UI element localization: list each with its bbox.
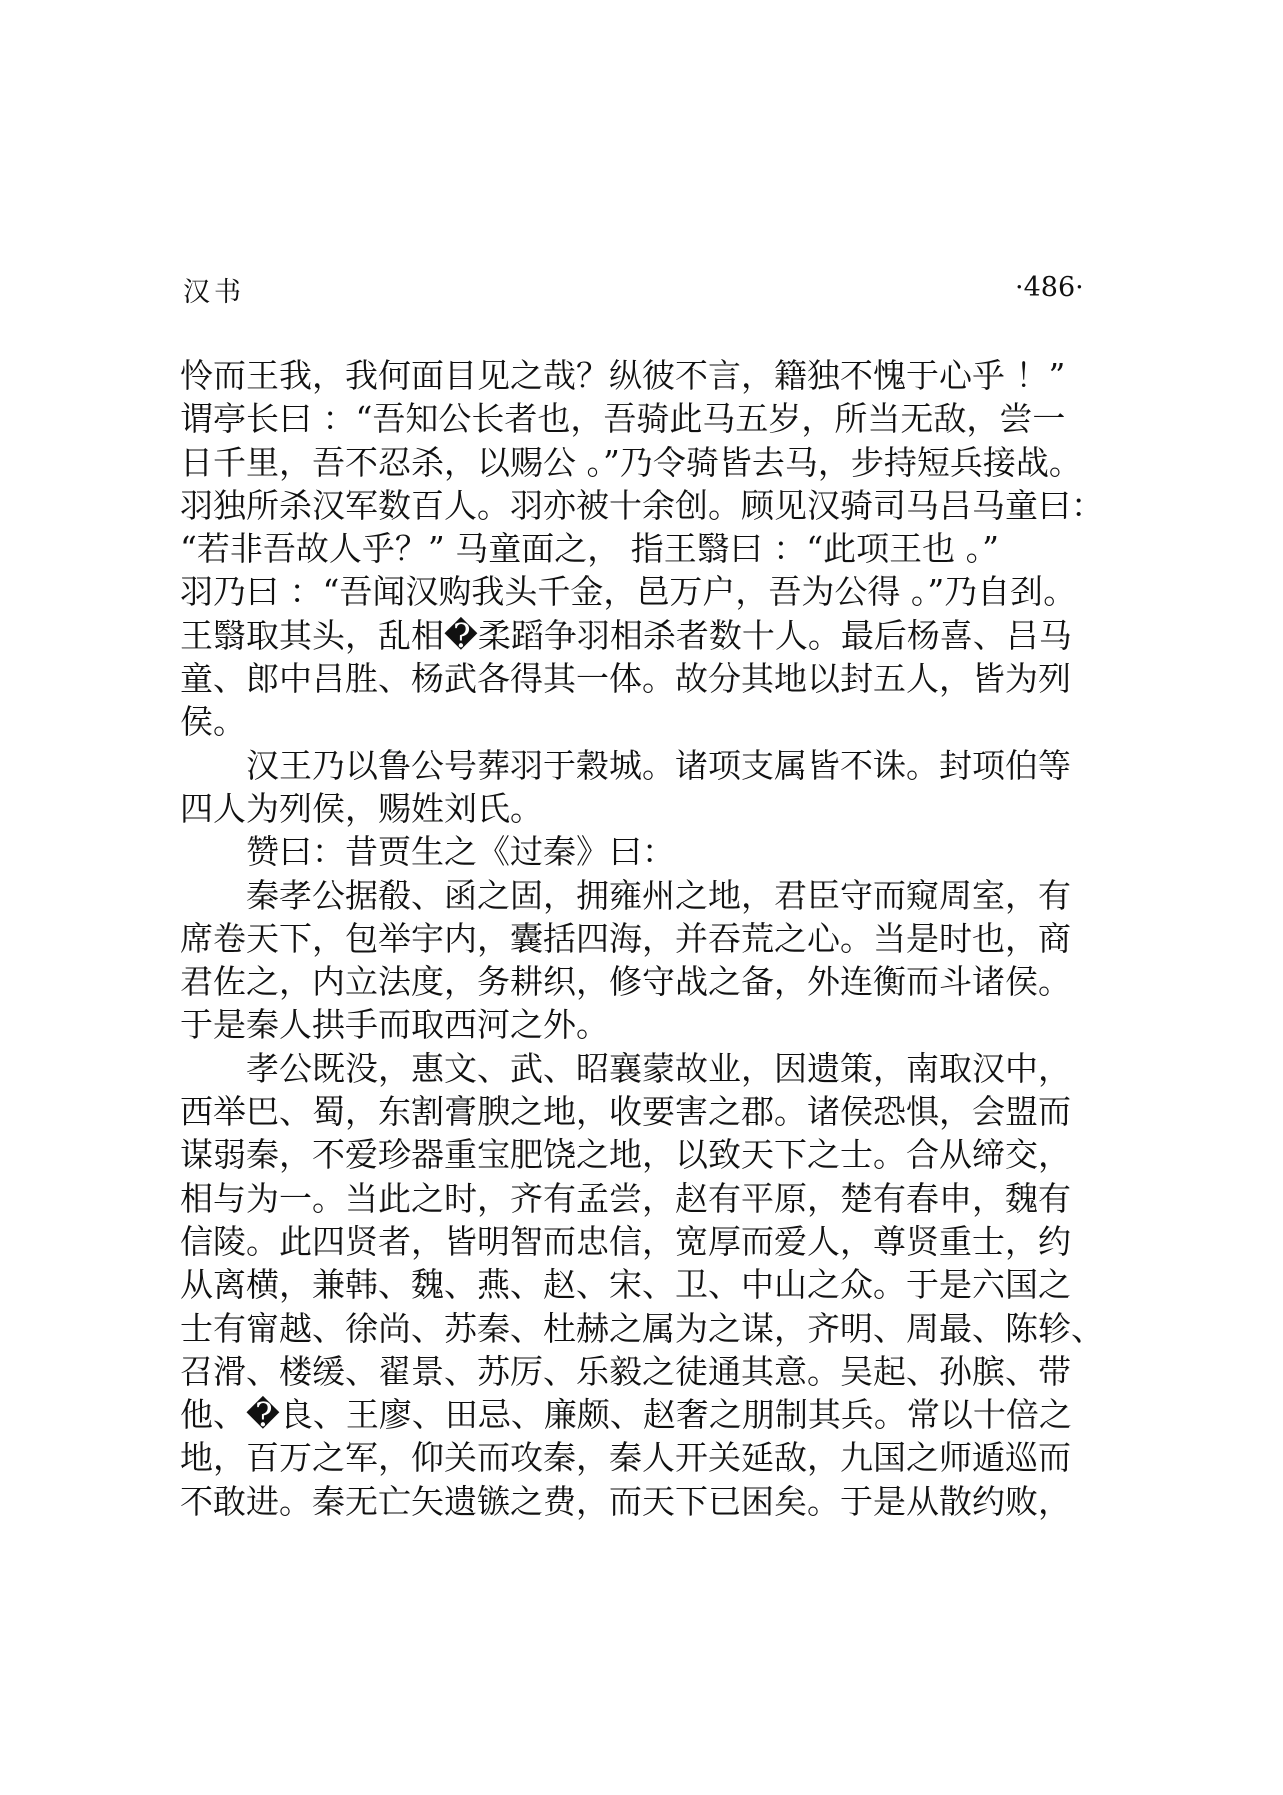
text-line: 童、郎中吕胜、杨武各得其一体。故分其地以封五人，皆为列 [180, 659, 1071, 699]
text-line: 汉王乃以鲁公号葬羽于穀城。诸项支属皆不诛。封项伯等 [180, 745, 1071, 785]
text-line: 席卷天下，包举宇内，囊括四海，并吞荒之心。当是时也，商 [180, 918, 1071, 958]
text-line: 谓亭长曰 ：“吾知公长者也，吾骑此马五岁，所当无敌，尝一 [180, 399, 1066, 439]
text-line: 相与为一。当此之时，齐有孟尝，赵有平原，楚有春申，魏有 [180, 1178, 1071, 1218]
text-line: 四人为列侯，赐姓刘氏。 [180, 788, 543, 828]
text-line: 王翳取其头，乱相�柔蹈争羽相杀者数十人。最后杨喜、吕马 [180, 615, 1072, 655]
text-line: 他、�良、王廖、田忌、廉颇、赵奢之朋制其兵。常以十倍之 [180, 1395, 1072, 1435]
text-line: 怜而王我，我何面目见之哉？纵彼不言，籍独不愧于心乎 ！” [180, 356, 1066, 395]
text-line: 于是秦人拱手而取西河之外。 [180, 1005, 609, 1045]
text-line: 孝公既没，惠文、武、昭襄蒙故业，因遗策，南取汉中， [180, 1048, 1071, 1088]
text-line: 秦孝公据殽、函之固，拥雍州之地，君臣守而窥周室，有 [180, 875, 1071, 915]
text-line: 谋弱秦，不爱珍器重宝肥饶之地，以致天下之士。合从缔交， [180, 1135, 1071, 1175]
text-line: 日千里，吾不忍杀，以赐公 。”乃令骑皆去马，步持短兵接战。 [180, 442, 1082, 482]
text-line: 从离横，兼韩、魏、燕、赵、宋、卫、中山之众。于是六国之 [180, 1265, 1071, 1305]
text-line: 西举巴、蜀，东割膏腴之地，收要害之郡。诸侯恐惧，会盟而 [180, 1092, 1071, 1132]
body-text [180, 354, 1110, 1523]
text-line: 召滑、楼缓、翟景、苏厉、乐毅之徒通其意。吴起、孙膑、带 [180, 1351, 1071, 1391]
page-number: ·486· [1015, 272, 1084, 303]
text-line: 侯。 [180, 702, 246, 742]
text-line: 不敢进。秦无亡矢遗镞之费，而天下已困矣。于是从散约败， [180, 1481, 1071, 1521]
text-line: 羽乃曰 ：“吾闻汉购我头千金，邑万户，吾为公得 。”乃自刭。 [180, 572, 1077, 612]
text-line: 士有甯越、徐尚、苏秦、杜赫之属为之谋，齐明、周最、陈轸、 [180, 1308, 1104, 1348]
running-header-title: 汉书 [183, 277, 245, 308]
text-line: 信陵。此四贤者，皆明智而忠信，宽厚而爱人，尊贤重士，约 [180, 1221, 1071, 1261]
text-line: “若非吾故人乎？” 马童面之， 指王翳曰 ：“此项王也 。” [180, 529, 999, 569]
text-line: 赞曰：昔贾生之《过秦》曰： [180, 832, 675, 872]
text-line: 君佐之，内立法度，务耕织，修守战之备，外连衡而斗诸侯。 [180, 962, 1071, 1002]
text-line: 羽独所杀汉军数百人。羽亦被十余创。顾见汉骑司马吕马童曰： [180, 485, 1104, 525]
text-line: 地，百万之军，仰关而攻秦，秦人开关延敌，九国之师遁巡而 [180, 1438, 1071, 1478]
